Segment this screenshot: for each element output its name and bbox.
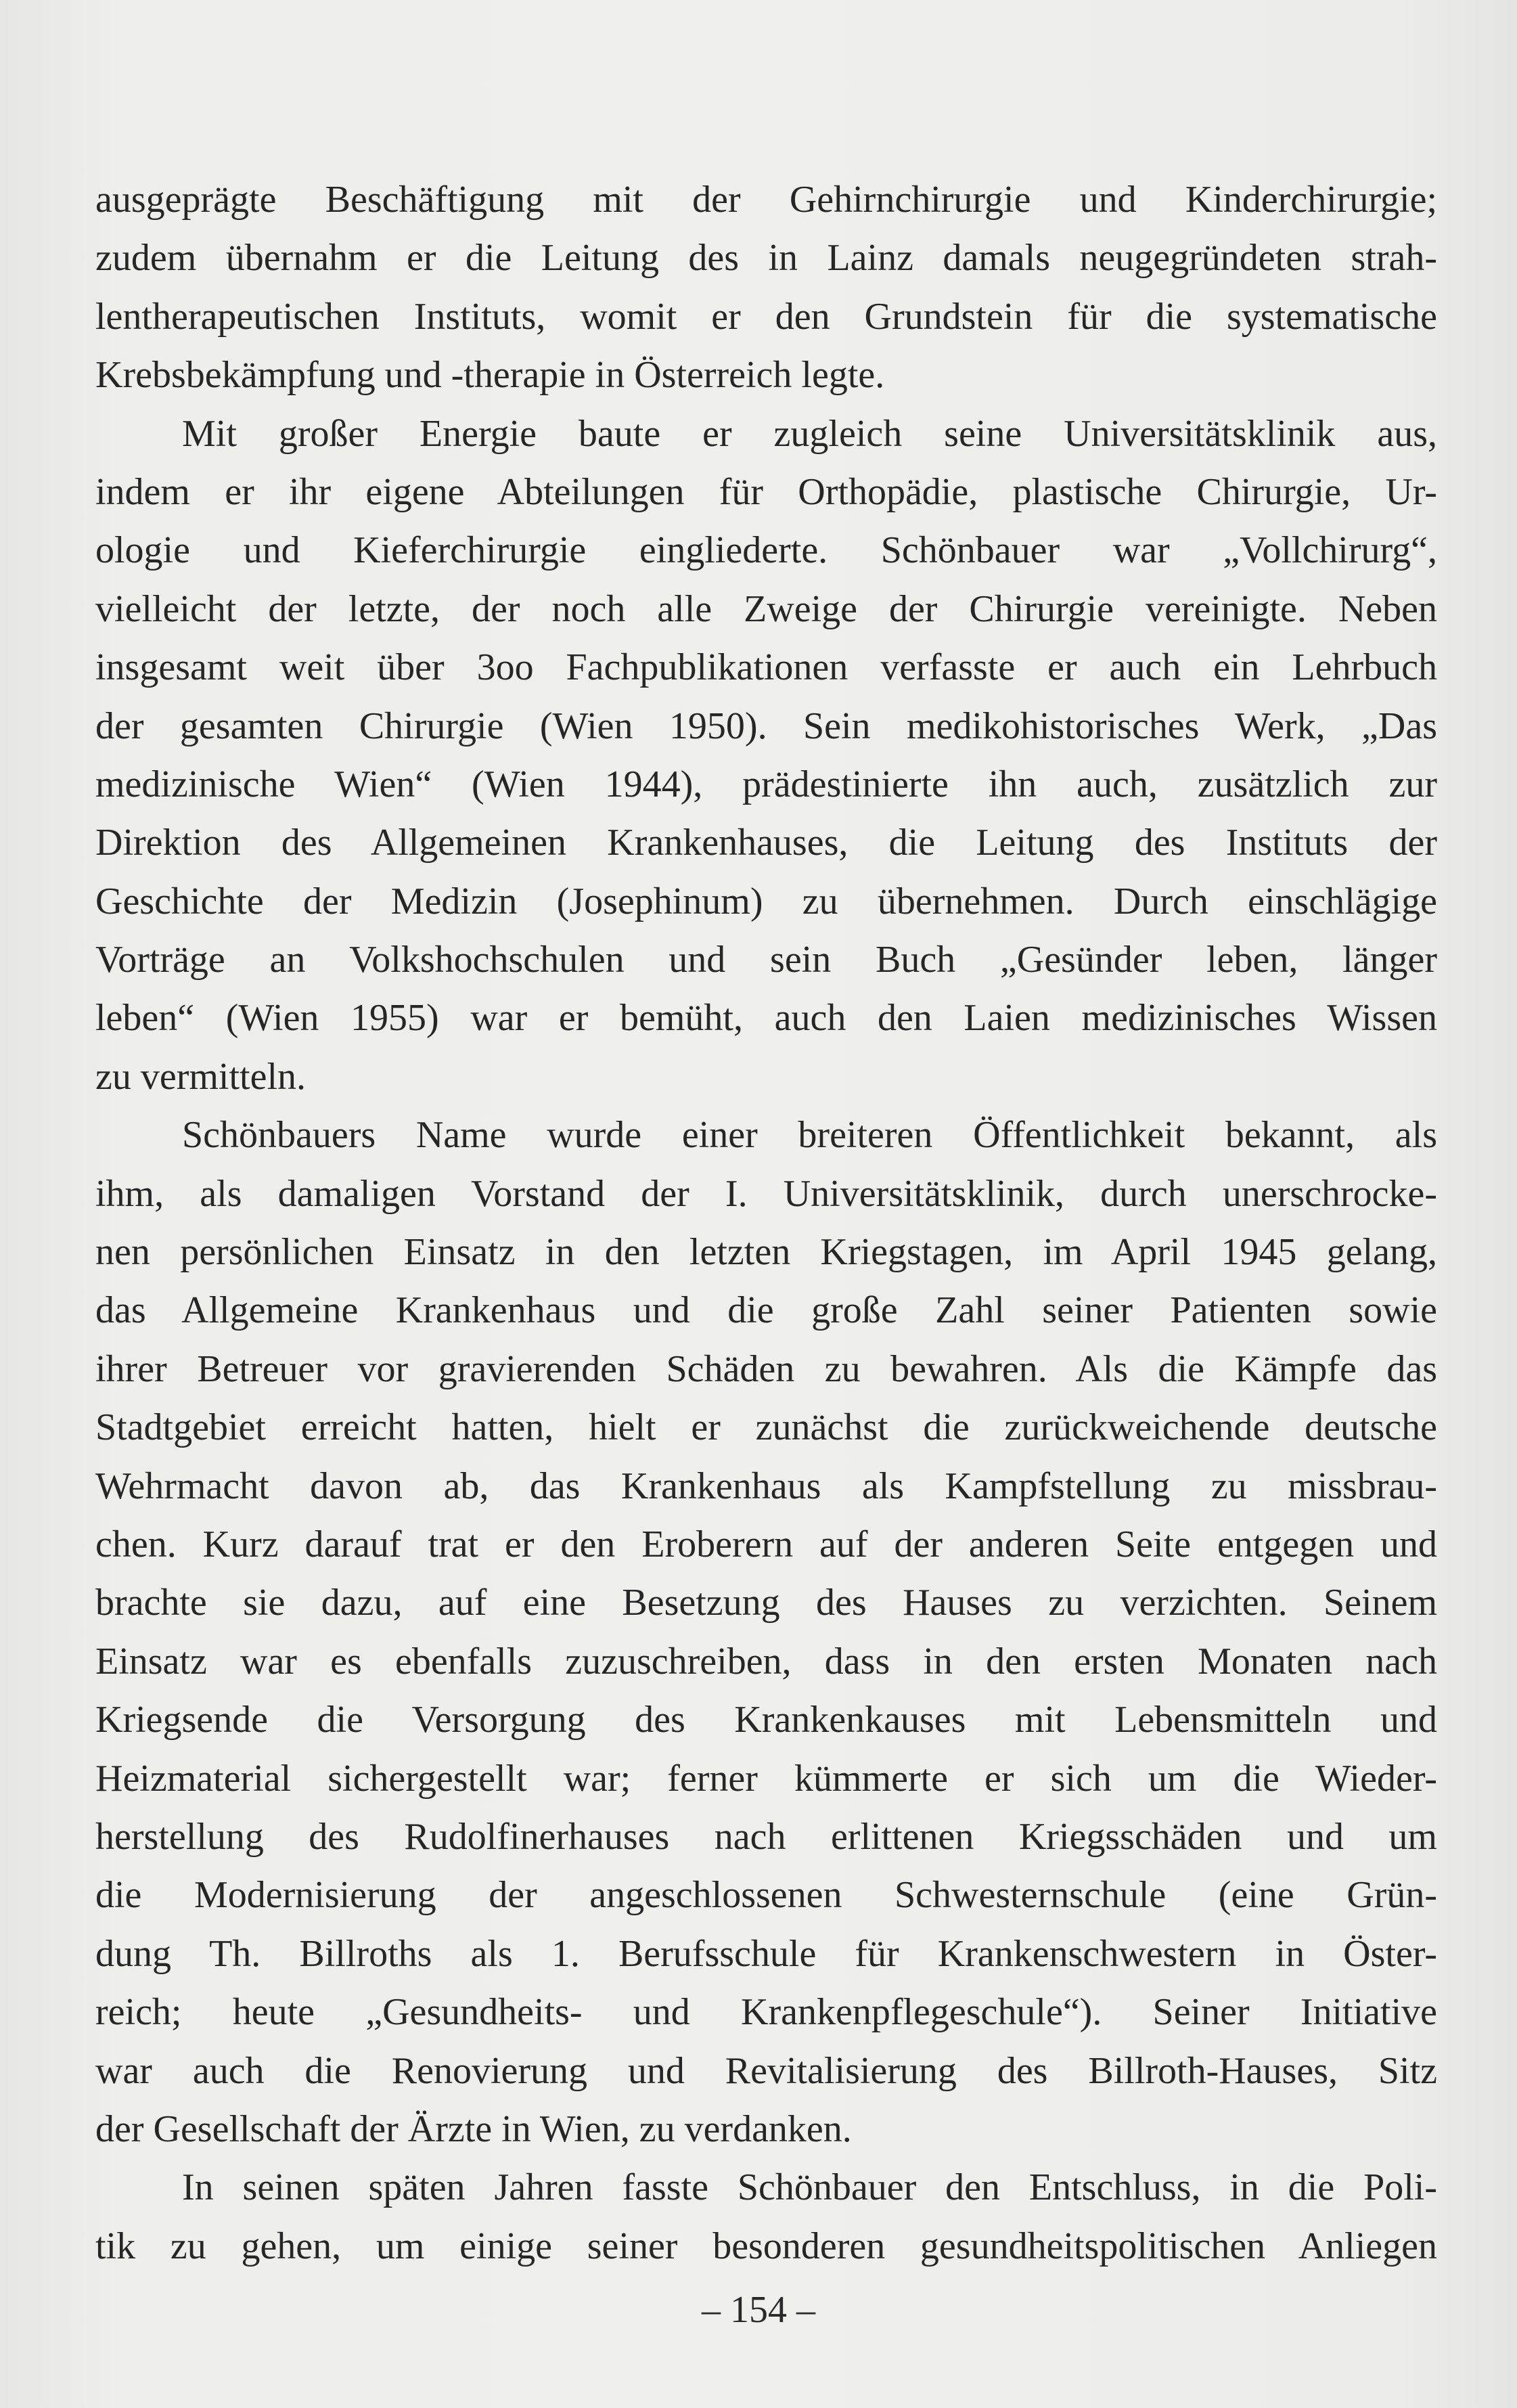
text-line: ologie und Kieferchirurgie eingliederte. Schönbauer war „Vollchirurg“,: [95, 529, 1437, 572]
text-line: Kriegsende die Versorgung des Krankenkauses mit Lebensmitteln und: [95, 1699, 1437, 1741]
text-line: brachte sie dazu, auf eine Besetzung des Hauses zu verzichten. Seinem: [95, 1582, 1437, 1624]
body-text: [95, 171, 1437, 2275]
text-line: indem er ihr eigene Abteilungen für Orthopädie, plastische Chirurgie, Ur-: [95, 470, 1437, 513]
text-line: der Gesellschaft der Ärzte in Wien, zu verdanken.: [95, 2108, 852, 2150]
text-line: ausgeprägte Beschäftigung mit der Gehirnchirurgie und Kinderchirurgie;: [95, 179, 1437, 221]
text-line: zudem übernahm er die Leitung des in Lainz damals neugegründeten strah-: [95, 237, 1437, 280]
text-line: Stadtgebiet erreicht hatten, hielt er zunächst die zurückweichende deutsche: [95, 1406, 1437, 1449]
text-line: nen persönlichen Einsatz in den letzten Kriegstagen, im April 1945 gelang,: [95, 1231, 1437, 1274]
text-line: Direktion des Allgemeinen Krankenhauses, die Leitung des Instituts der: [95, 822, 1437, 864]
page-number: – 154 –: [702, 2289, 815, 2331]
text-line: Wehrmacht davon ab, das Krankenhaus als Kampfstellung zu missbrau-: [95, 1465, 1437, 1507]
text-line: der gesamten Chirurgie (Wien 1950). Sein medikohistorisches Werk, „Das: [95, 705, 1437, 747]
paragraph-4: [95, 2158, 1437, 2275]
text-line: das Allgemeine Krankenhaus und die große Zahl seiner Patienten sowie: [95, 1289, 1437, 1332]
text-line: die Modernisierung der angeschlossenen Schwesternschule (eine Grün-: [95, 1874, 1437, 1917]
text-line: ihm, als damaligen Vorstand der I. Universitätsklinik, durch unerschrocke-: [95, 1172, 1437, 1215]
text-line: Schönbauers Name wurde einer breiteren Öffentlichkeit bekannt, als: [182, 1114, 1437, 1157]
text-line: Mit großer Energie baute er zugleich seine Universitätsklinik aus,: [182, 412, 1437, 455]
text-line: vielleicht der letzte, der noch alle Zweige der Chirurgie vereinigte. Neben: [95, 587, 1437, 630]
text-line: herstellung des Rudolfinerhauses nach erlittenen Kriegsschäden und um: [95, 1815, 1437, 1858]
text-line: lentherapeutischen Instituts, womit er den Grundstein für die systematische: [95, 295, 1437, 338]
text-line: Krebsbekämpfung und -therapie in Österreich legte.: [95, 354, 885, 397]
text-line: Geschichte der Medizin (Josephinum) zu übernehmen. Durch einschlägige: [95, 880, 1437, 922]
text-line: chen. Kurz darauf trat er den Eroberern auf der anderen Seite entgegen und: [95, 1523, 1437, 1565]
text-line: dung Th. Billroths als 1. Berufsschule für Krankenschwestern in Öster-: [95, 1932, 1437, 1975]
text-line: leben“ (Wien 1955) war er bemüht, auch den Laien medizinisches Wissen: [95, 997, 1437, 1040]
text-line: medizinische Wien“ (Wien 1944), prädestinierte ihn auch, zusätzlich zur: [95, 763, 1437, 805]
text-line: ihrer Betreuer vor gravierenden Schäden zu bewahren. Als die Kämpfe das: [95, 1347, 1437, 1390]
paragraph-2: [95, 405, 1437, 1107]
paragraph-1: [95, 171, 1437, 405]
text-line: tik zu gehen, um einige seiner besonderen gesundheitspolitischen Anliegen: [95, 2225, 1437, 2267]
text-line: In seinen späten Jahren fasste Schönbauer den Entschluss, in die Poli-: [182, 2166, 1437, 2209]
text-line: Vorträge an Volkshochschulen und sein Buch „Gesünder leben, länger: [95, 939, 1437, 981]
paragraph-3: [95, 1106, 1437, 2158]
text-line: Einsatz war es ebenfalls zuzuschreiben, dass in den ersten Monaten nach: [95, 1640, 1437, 1682]
text-line: reich; heute „Gesundheits- und Krankenpflegeschule“). Seiner Initiative: [95, 1991, 1437, 2034]
text-line: Heizmaterial sichergestellt war; ferner kümmerte er sich um die Wieder-: [95, 1757, 1437, 1800]
text-line: insgesamt weit über 3oo Fachpublikationen verfasste er auch ein Lehrbuch: [95, 646, 1437, 689]
text-line: war auch die Renovierung und Revitalisierung des Billroth-Hauses, Sitz: [95, 2049, 1437, 2092]
text-line: zu vermitteln.: [95, 1055, 307, 1098]
